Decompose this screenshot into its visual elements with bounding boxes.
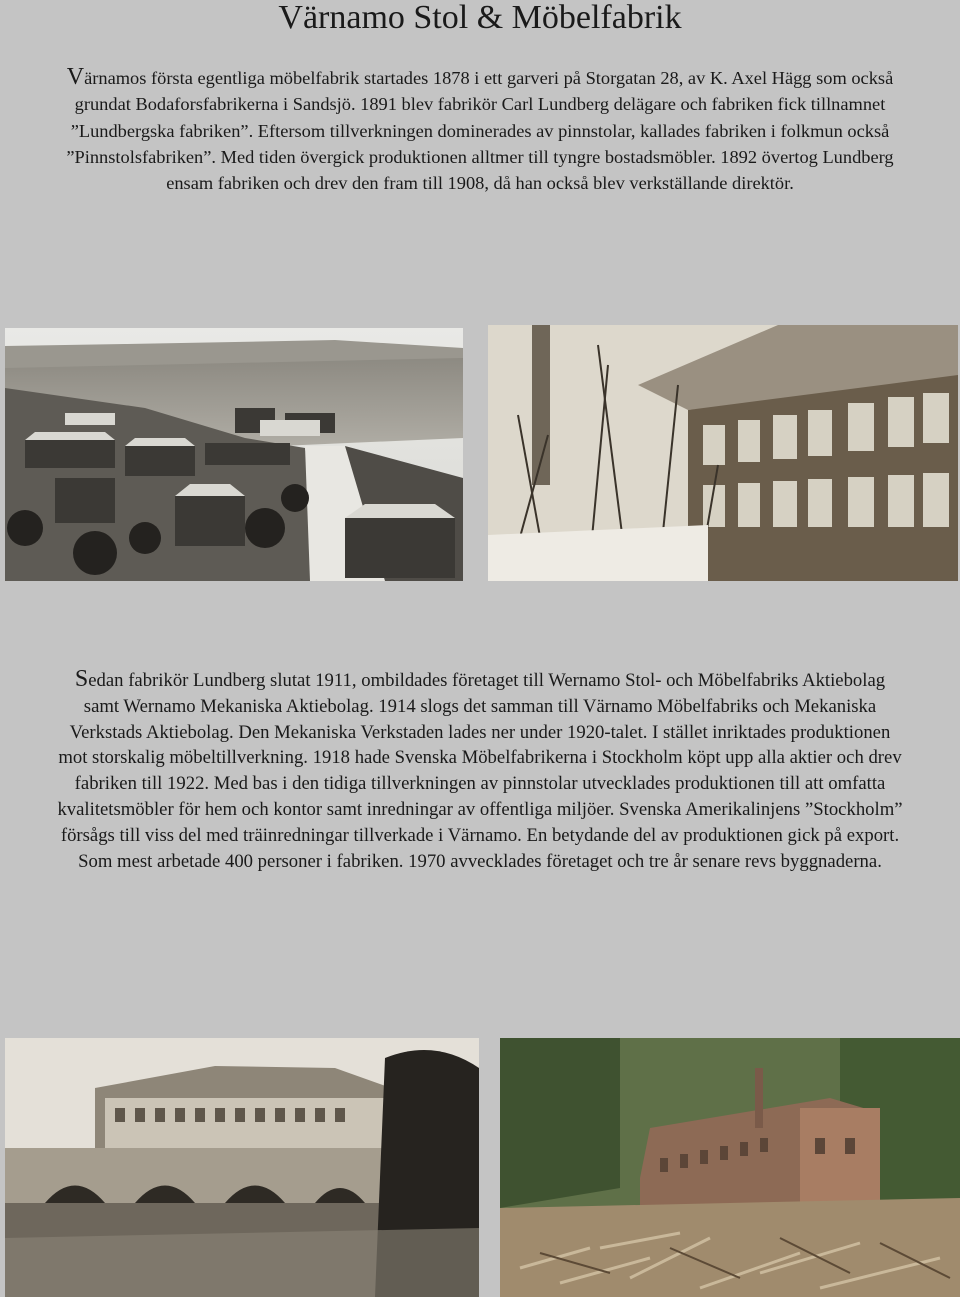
- intro-paragraph-text: ärnamos första egentliga möbelfabrik startades 1878 i ett garveri på Storgatan 28, av K. Axel Hägg som också grundat Bodaforsfabrikerna i Sandsjö. 1891 blev fabrikör Carl Lundberg delägare och fabriken fick tillnamnet ”Lundbergska fabriken”. Eftersom tillverkningen dominerades av pinnstolar, kallades fabriken i folkmun också ”Pinnstolsfabriken”. Med tiden övergick produktionen alltmer till tyngre bostadsmöbler. 1892 övertog Lundberg ensam fabriken och drev den fram till 1908, då han också blev verkställande direktör.: [66, 68, 894, 194]
- page-title: Värnamo Stol & Möbelfabrik: [278, 0, 682, 36]
- town-view-photo: [5, 328, 463, 581]
- factory-building-photo: [488, 325, 958, 581]
- history-paragraph-text: edan fabrikör Lundberg slutat 1911, ombildades företaget till Wernamo Stol- och Möbelfabriks Aktiebolag samt Wernamo Mekaniska Aktiebolag. 1914 slogs det samman till Värnamo Möbelfabriks och Mekaniska Verkstads Aktiebolag. Den Mekaniska Verkstaden lades ner under 1920-talet. I stället inriktades produktionen mot storskalig möbeltillverkning. 1918 hade Svenska Möbelfabrikerna i Stockholm köpt upp alla aktier och drev fabriken till 1922. Med bas i den tidiga tillverkningen av pinnstolar utvecklades produktionen till att omfatta kvalitetsmöbler för hem och kontor samt inredningar av offentliga miljöer. Svenska Amerikalinjens ”Stockholm” försågs till viss del med träinredningar tillverkade i Värnamo. En betydande del av produktionen gick på export. Som mest arbetade 400 personer i fabriken. 1970 avvecklades företaget och tre år senare revs byggnaderna.: [57, 670, 903, 872]
- dropcap: S: [74, 666, 89, 692]
- history-paragraph: [55, 667, 905, 874]
- demolition-photo: [500, 1038, 960, 1297]
- dropcap: V: [66, 64, 85, 90]
- intro-paragraph: [60, 64, 900, 196]
- bridge-and-factory-photo: [5, 1038, 479, 1297]
